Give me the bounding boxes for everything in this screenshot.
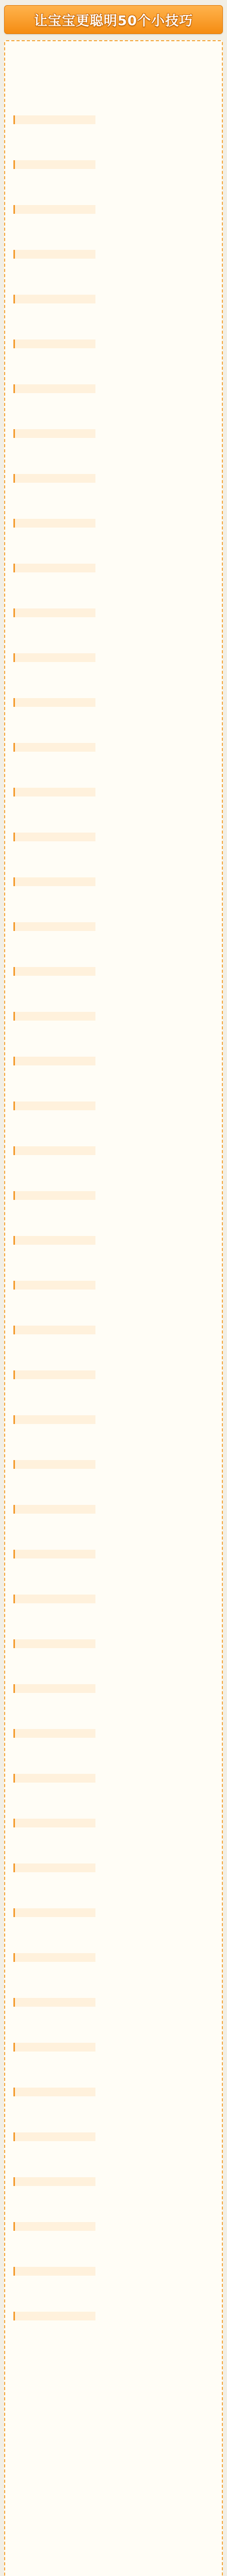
page-title: 让宝宝更聪明50个小技巧 xyxy=(34,13,193,29)
tip-text xyxy=(13,891,214,917)
tip-heading xyxy=(13,1729,95,1738)
tip-text xyxy=(13,1877,214,1903)
tip-text xyxy=(13,1922,214,1948)
tip-heading xyxy=(13,1415,95,1424)
tip-section xyxy=(13,2220,214,2262)
tip-section xyxy=(13,1413,214,1455)
intro-paragraph xyxy=(13,48,214,66)
tip-text xyxy=(13,2011,214,2038)
tip-text xyxy=(13,1473,214,1500)
tip-section xyxy=(13,1144,214,1186)
tip-section xyxy=(13,1458,214,1500)
tip-heading xyxy=(13,2312,95,2320)
tip-heading xyxy=(13,1191,95,1200)
tip-section xyxy=(13,1772,214,1814)
tip-heading xyxy=(13,922,95,931)
tip-section xyxy=(13,1592,214,1634)
tip-heading xyxy=(13,160,95,169)
tip-text xyxy=(13,1025,214,1052)
tip-section xyxy=(13,606,214,648)
tip-heading xyxy=(13,1863,95,1872)
tip-text xyxy=(13,398,214,424)
tip-text xyxy=(13,1115,214,1141)
tip-heading xyxy=(13,698,95,707)
tip-heading xyxy=(13,833,95,841)
tip-section xyxy=(13,1055,214,1096)
tip-section xyxy=(13,1503,214,1545)
tip-heading xyxy=(13,1281,95,1290)
tip-section xyxy=(13,2086,214,2127)
tip-text xyxy=(13,1967,214,1993)
tip-heading xyxy=(13,1460,95,1469)
tip-section xyxy=(13,2130,214,2172)
tip-text xyxy=(13,443,214,469)
tip-heading xyxy=(13,340,95,348)
tip-section xyxy=(13,1727,214,1769)
tip-text xyxy=(13,1787,214,1814)
tip-section xyxy=(13,1861,214,1903)
tip-text xyxy=(13,129,214,155)
tip-section xyxy=(13,696,214,738)
tip-section xyxy=(13,1189,214,1231)
tip-text xyxy=(13,622,214,648)
tip-text xyxy=(13,1205,214,1231)
tip-heading xyxy=(13,115,95,124)
tip-text xyxy=(13,1339,214,1365)
tip-text xyxy=(13,2101,214,2127)
tip-heading xyxy=(13,429,95,438)
tip-heading xyxy=(13,2088,95,2096)
tip-heading xyxy=(13,2222,95,2231)
tip-section xyxy=(13,1010,214,1052)
intro-paragraph xyxy=(13,92,214,109)
tip-heading xyxy=(13,1550,95,1558)
tip-heading xyxy=(13,1819,95,1827)
tip-section xyxy=(13,1996,214,2038)
tip-heading xyxy=(13,1595,95,1603)
tip-section xyxy=(13,562,214,603)
tip-heading xyxy=(13,2177,95,2186)
tip-text xyxy=(13,308,214,334)
tip-heading xyxy=(13,1057,95,1065)
tip-text xyxy=(13,756,214,783)
tip-section xyxy=(13,965,214,1007)
tip-text xyxy=(13,711,214,738)
tip-heading xyxy=(13,474,95,483)
tip-section xyxy=(13,1906,214,1948)
tip-heading xyxy=(13,1101,95,1110)
tip-section xyxy=(13,113,214,155)
tip-section xyxy=(13,1682,214,1724)
tip-section xyxy=(13,741,214,783)
tip-heading xyxy=(13,743,95,752)
tip-heading xyxy=(13,1684,95,1693)
tip-text xyxy=(13,667,214,693)
tip-heading xyxy=(13,1012,95,1021)
tip-text xyxy=(13,2235,214,2262)
tip-text xyxy=(13,2325,214,2351)
tip-section xyxy=(13,1368,214,1410)
tip-section xyxy=(13,203,214,245)
tip-section xyxy=(13,248,214,290)
article-body xyxy=(4,40,223,2576)
tip-section xyxy=(13,337,214,379)
tip-section xyxy=(13,2265,214,2307)
tip-section xyxy=(13,920,214,962)
tip-text xyxy=(13,577,214,603)
tip-text xyxy=(13,263,214,290)
tip-text xyxy=(13,1429,214,1455)
tip-section xyxy=(13,651,214,693)
tip-text xyxy=(13,1070,214,1096)
tip-text xyxy=(13,2146,214,2172)
tip-heading xyxy=(13,295,95,303)
tip-section xyxy=(13,1099,214,1141)
tip-heading xyxy=(13,1908,95,1917)
tips-list xyxy=(13,113,214,2351)
tip-section xyxy=(13,1548,214,1589)
tip-heading xyxy=(13,1236,95,1245)
tip-heading xyxy=(13,1998,95,2007)
tip-heading xyxy=(13,2267,95,2276)
tip-text xyxy=(13,936,214,962)
tip-heading xyxy=(13,653,95,662)
tip-heading xyxy=(13,1146,95,1155)
intro-paragraph xyxy=(13,70,214,88)
tip-section xyxy=(13,1637,214,1679)
tip-text xyxy=(13,218,214,245)
tip-text xyxy=(13,846,214,872)
tip-section xyxy=(13,427,214,469)
tip-text xyxy=(13,1563,214,1589)
tip-section xyxy=(13,1324,214,1365)
tip-heading xyxy=(13,608,95,617)
tip-heading xyxy=(13,1505,95,1514)
tip-section xyxy=(13,517,214,558)
tip-heading xyxy=(13,877,95,886)
tip-heading xyxy=(13,1370,95,1379)
tip-text xyxy=(13,1608,214,1634)
tip-heading xyxy=(13,1774,95,1783)
tip-section xyxy=(13,786,214,827)
tip-section xyxy=(13,2175,214,2217)
tip-text xyxy=(13,1653,214,1679)
tip-section xyxy=(13,2041,214,2082)
tip-heading xyxy=(13,519,95,528)
tip-heading xyxy=(13,2132,95,2141)
tip-text xyxy=(13,1698,214,1724)
tip-text xyxy=(13,1832,214,1858)
tip-text xyxy=(13,2191,214,2217)
tip-text xyxy=(13,1249,214,1276)
tip-section xyxy=(13,1951,214,1993)
tip-text xyxy=(13,2056,214,2082)
tip-heading xyxy=(13,250,95,259)
tip-heading xyxy=(13,384,95,393)
tip-text xyxy=(13,487,214,514)
tip-text xyxy=(13,174,214,200)
tip-section xyxy=(13,158,214,200)
tip-heading xyxy=(13,205,95,214)
tip-heading xyxy=(13,1639,95,1648)
tip-section xyxy=(13,1817,214,1858)
tip-text xyxy=(13,980,214,1007)
tip-heading xyxy=(13,1953,95,1962)
tip-section xyxy=(13,2310,214,2351)
tip-text xyxy=(13,1160,214,1186)
tip-heading xyxy=(13,564,95,572)
tip-text xyxy=(13,1294,214,1320)
tip-text xyxy=(13,1742,214,1769)
tip-section xyxy=(13,831,214,872)
tip-section xyxy=(13,875,214,917)
tip-text xyxy=(13,801,214,827)
tip-heading xyxy=(13,967,95,976)
tip-heading xyxy=(13,2043,95,2052)
tip-text xyxy=(13,532,214,558)
tip-heading xyxy=(13,788,95,796)
tip-text xyxy=(13,1384,214,1410)
tip-section xyxy=(13,1234,214,1276)
tip-section xyxy=(13,382,214,424)
tip-text xyxy=(13,2280,214,2307)
tip-section xyxy=(13,293,214,334)
tip-text xyxy=(13,1518,214,1545)
tip-section xyxy=(13,1279,214,1320)
tip-section xyxy=(13,472,214,514)
title-banner xyxy=(4,5,223,34)
tip-heading xyxy=(13,1326,95,1334)
tip-text xyxy=(13,353,214,379)
